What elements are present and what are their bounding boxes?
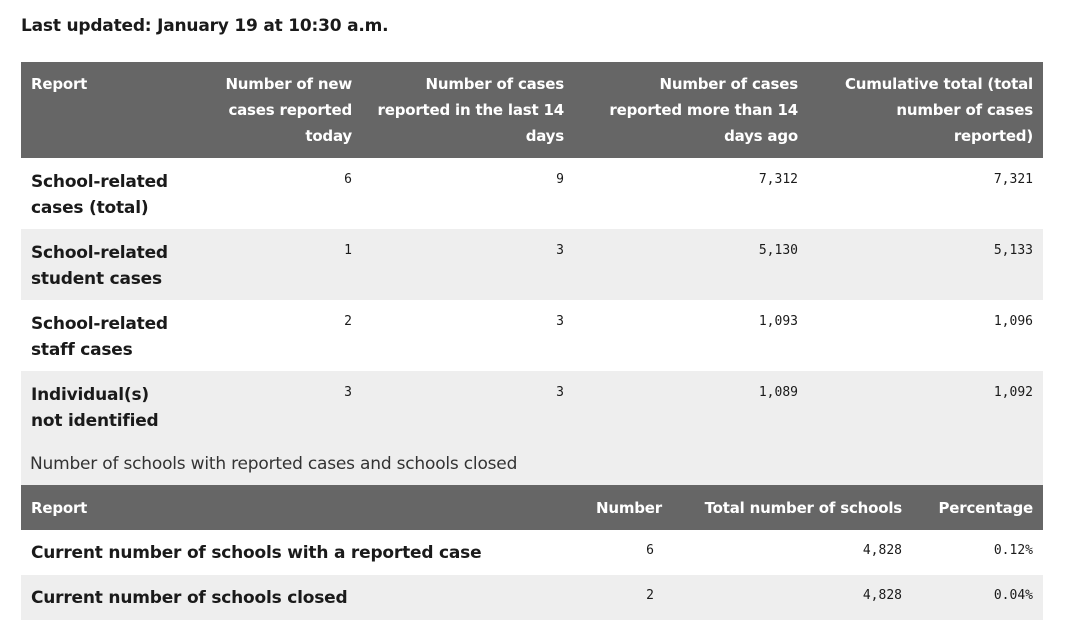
cell-cases-last-14-days: 3 (556, 243, 564, 258)
cell-cases-last-14-days: 9 (556, 172, 564, 187)
table-row (21, 575, 1043, 620)
column-header-total-schools: Total number of schools (664, 485, 912, 530)
row-label: Current number of schools closed (31, 588, 348, 608)
column-header-new-cases-today: Number of new cases reported today (186, 62, 362, 158)
column-header-report: Report (21, 62, 186, 158)
cell-new-cases-today: 6 (344, 172, 352, 187)
table-row (21, 530, 1043, 575)
row-label: School-related staff cases (31, 314, 168, 360)
cell-cases-older-than-14-days: 1,089 (758, 385, 798, 400)
cell-cumulative-total: 5,133 (993, 243, 1033, 258)
cell-new-cases-today: 1 (344, 243, 352, 258)
column-header-percentage: Percentage (912, 485, 1043, 530)
cell-cases-older-than-14-days: 7,312 (758, 172, 798, 187)
cell-percentage: 0.04% (993, 588, 1033, 603)
row-label: Current number of schools with a reported case (31, 543, 482, 563)
cell-percentage: 0.12% (993, 543, 1033, 558)
cell-total-schools: 4,828 (862, 543, 902, 558)
table-row (21, 300, 1043, 371)
last-updated-text: Last updated: January 19 at 10:30 a.m. (21, 16, 389, 36)
table-row (21, 371, 1043, 446)
cell-cumulative-total: 7,321 (993, 172, 1033, 187)
row-label: School-related student cases (31, 243, 168, 289)
cell-total-schools: 4,828 (862, 588, 902, 603)
table-row (21, 158, 1043, 229)
column-header-cumulative-total: Cumulative total (total number of cases reported) (808, 62, 1043, 158)
schools-table-caption: Number of schools with reported cases and schools closed (21, 443, 1043, 485)
row-label: Individual(s) not identified (31, 385, 159, 431)
cell-cases-older-than-14-days: 5,130 (758, 243, 798, 258)
cell-cumulative-total: 1,092 (993, 385, 1033, 400)
cell-cases-older-than-14-days: 1,093 (758, 314, 798, 329)
cell-cases-last-14-days: 3 (556, 385, 564, 400)
table-header-row (21, 485, 1043, 530)
column-header-cases-older-than-14-days: Number of cases reported more than 14 days ago (574, 62, 808, 158)
cell-new-cases-today: 2 (344, 314, 352, 329)
school-cases-table (21, 62, 1043, 446)
cell-number: 6 (646, 543, 654, 558)
row-label: School-related cases (total) (31, 172, 168, 218)
column-header-number: Number (586, 485, 664, 530)
table-row (21, 229, 1043, 300)
schools-table (21, 485, 1043, 620)
cell-cases-last-14-days: 3 (556, 314, 564, 329)
cell-number: 2 (646, 588, 654, 603)
cell-new-cases-today: 3 (344, 385, 352, 400)
column-header-report: Report (21, 485, 586, 530)
column-header-cases-last-14-days: Number of cases reported in the last 14 days (362, 62, 574, 158)
cell-cumulative-total: 1,096 (993, 314, 1033, 329)
table-header-row (21, 62, 1043, 158)
